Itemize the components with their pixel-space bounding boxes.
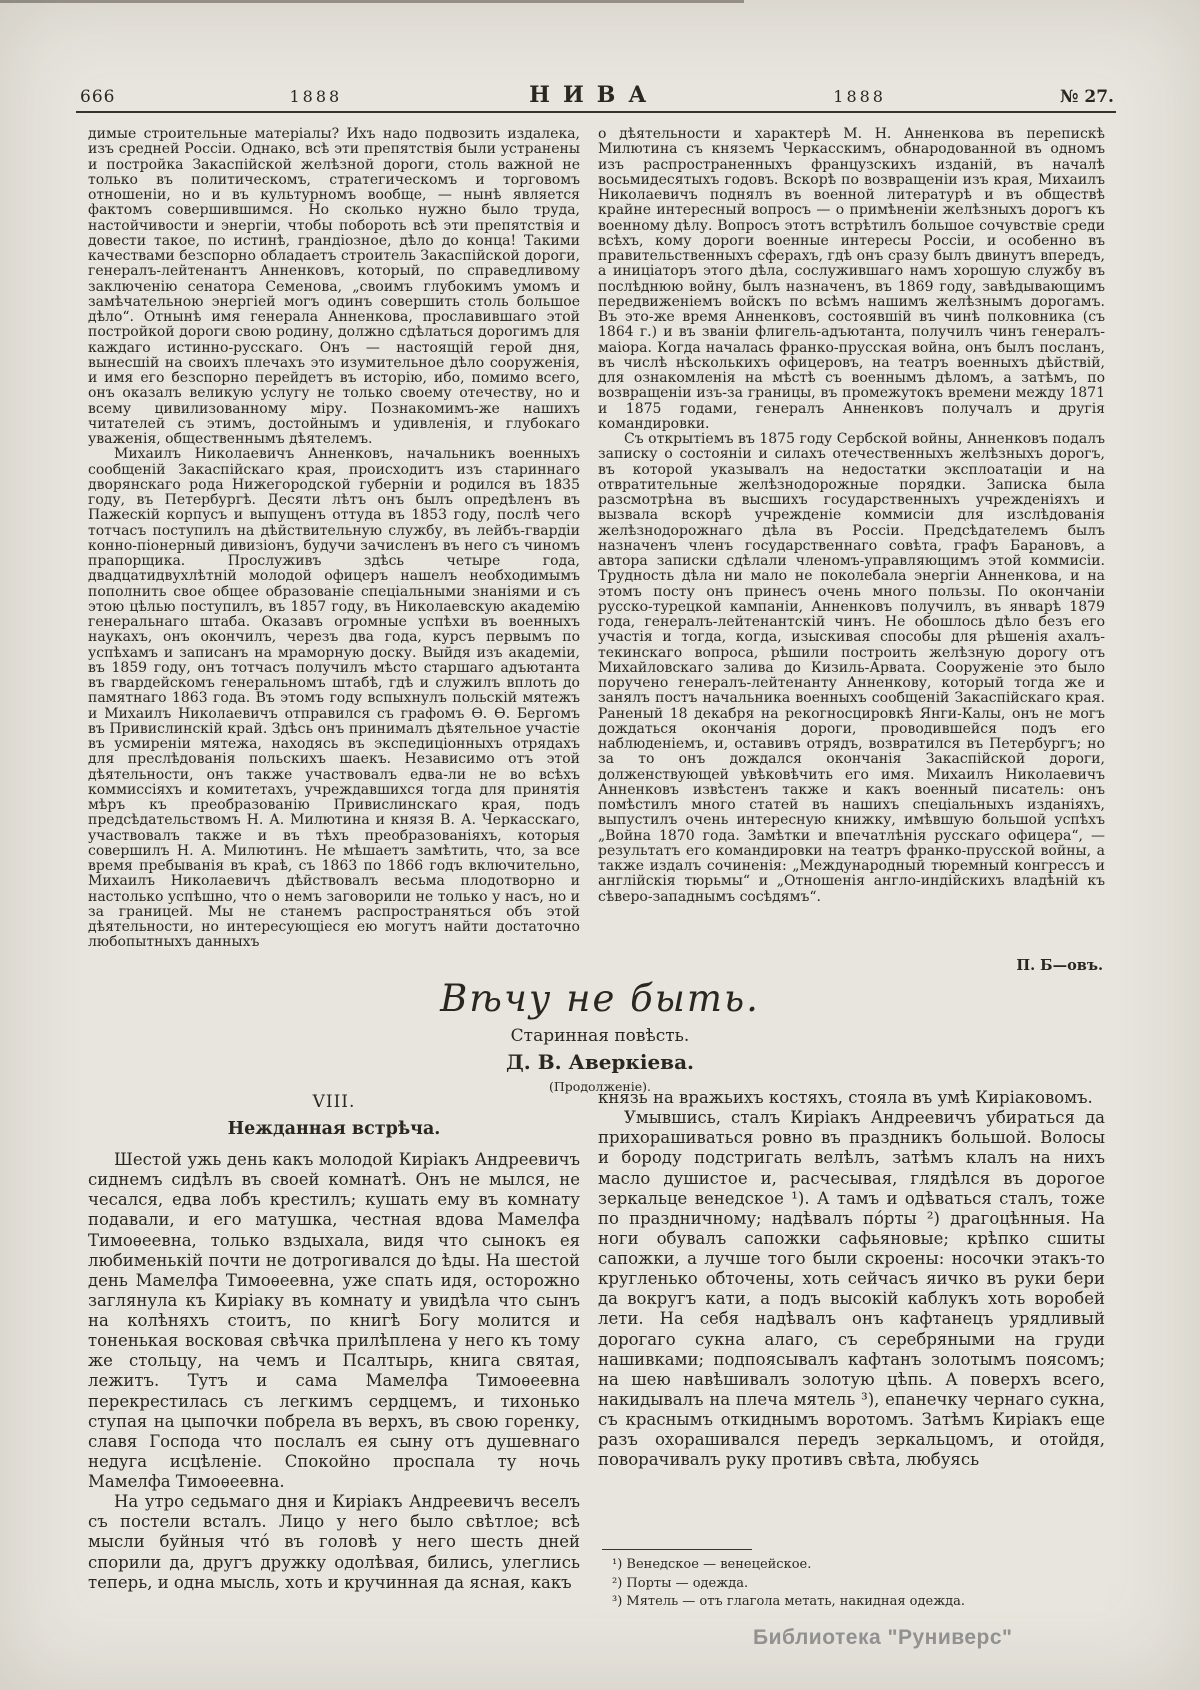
article-right-text bbox=[598, 127, 1105, 905]
story-right-text bbox=[598, 1088, 1105, 1470]
story-continuation-note: (Продолженіе). bbox=[549, 1079, 651, 1094]
story-paragraph: князь на вражьихъ костяхъ, стояла въ умѣ Киріаковомъ. bbox=[598, 1088, 1093, 1107]
article-paragraph: Михаилъ Николаевичъ Анненковъ, начальникъ военныхъ сообщеній Закаспійскаго края, происходитъ изъ стариннаго дворянскаго рода Нижегородской губерніи и родился въ 1835 году, въ Петербургѣ. Десяти лѣтъ онъ былъ опредѣленъ въ Пажескій корпусъ и выпущенъ оттуда въ 1853 году, послѣ чего тотчасъ поступилъ на дѣйствительную службу, въ лейбъ-гвардіи конно-піонерный дивизіонъ, будучи зачисленъ въ него съ чиномъ прапорщика. Прослуживъ здѣсь четыре года, двадцатидвухлѣтній молодой офицеръ нашелъ необходимымъ пополнить свое общее образованіе спеціальными знаніями и съ этою цѣлью поступилъ, въ 1857 году, въ Николаевскую академію генеральнаго штаба. Оказавъ огромные успѣхи въ военныхъ наукахъ, онъ окончилъ, черезъ два года, курсъ первымъ по успѣхамъ и записанъ на мраморную доску. Выйдя изъ академіи, въ 1859 году, онъ тотчасъ получилъ мѣсто старшаго адъютанта въ гвардейскомъ генеральномъ штабѣ, гдѣ и служилъ вплоть до памятнаго 1863 года. Въ этомъ году вспыхнулъ польскій мятежъ и Михаилъ Николаевичъ отправился съ графомъ Ѳ. Ѳ. Бергомъ въ Привислинскій край. Здѣсь онъ принималъ дѣятельное участіе въ усмиреніи мятежа, находясь въ экспедиціонныхъ отрядахъ для преслѣдованія польскихъ шаекъ. Независимо отъ этой дѣятельности, онъ также участвовалъ едва-ли не во всѣхъ коммиссіяхъ и комитетахъ, учреждавшихся тогда для принятія мѣръ къ преобразованію Привислинскаго края, подъ предсѣдательствомъ Н. А. Милютина и князя В. А. Черкасскаго, участвовалъ также и въ тѣхъ преобразованіяхъ, которыя совершилъ Н. А. Милютинъ. Не мѣшаетъ замѣтить, что, за все время пребыванія въ краѣ, съ 1863 по 1866 годъ включительно, Михаилъ Николаевичъ дѣйствовалъ весьма плодотворно и настолько успѣшно, что о немъ заговорили не только у насъ, но и за границей. Мы не станемъ распространяться объ этой дѣятельности, но интересующіеся ею могутъ найти достаточно любопытныхъ данныхъ bbox=[88, 446, 580, 951]
story-right-column bbox=[598, 1088, 1105, 1612]
library-watermark: Библиотека "Руниверс" bbox=[753, 1626, 1013, 1649]
page-header bbox=[80, 82, 1114, 108]
chapter-title: Нежданная встрѣча. bbox=[227, 1118, 441, 1139]
story-title: Вѣчу не быть. bbox=[440, 977, 760, 1020]
footnote-separator bbox=[602, 1549, 752, 1550]
article-paragraph: димые строительные матеріалы? Ихъ надо подвозить издалека, изъ средней Россіи. Однако, всѣ эти препятствія были устранены и постройка Закаспійской желѣзной дороги, столь важной не только въ политическомъ, стратегическомъ и торговомъ отношеніи, но и въ культурномъ вообще, — нынѣ является фактомъ совершившимся. Но сколько нужно было труда, настойчивости и энергіи, чтобы побороть всѣ эти препятствія и довести такое, по истинѣ, грандіозное, дѣло до конца! Такими качествами безспорно обладаетъ строитель Закаспійской дороги, генералъ-лейтенантъ Анненковъ, который, по справедливому заключенію сенатора Семенова, „своимъ глубокимъ умомъ и замѣчательною энергіей могъ одинъ совершить столь большое дѣло“. Отнынѣ имя генерала Анненкова, прославившаго этой постройкой дороги свою родину, должно сдѣлаться дорогимъ для каждаго истинно-русскаго. Онъ — настоящій герой дня, вынесшій на своихъ плечахъ это изумительное дѣло сооруженія, и имя его безспорно перейдетъ въ исторію, ибо, помимо всего, онъ оказалъ великую услугу не только своему отечеству, но и всему цивилизованному міру. Познакомимъ-же нашихъ читателей съ этимъ, достойнымъ и удивленія, и глубокаго уваженія, общественнымъ дѣятелемъ. bbox=[88, 127, 580, 447]
story-left-column bbox=[88, 1088, 580, 1612]
footnote-list bbox=[598, 1556, 1105, 1611]
footnote: ²) Порты — одежда. bbox=[612, 1575, 749, 1591]
article-paragraph: о дѣятельности и характерѣ М. Н. Анненкова въ перепискѣ Милютина съ княземъ Черкасскимъ, обнародованной въ одномъ изъ распространенныхъ французскихъ изданій, въ началѣ восьмидесятыхъ годовъ. Вскорѣ по возвращеніи изъ края, Михаилъ Николаевичъ поднялъ въ военной литературѣ и въ обществѣ крайне интересный вопросъ — о примѣненіи желѣзныхъ дорогъ къ военному дѣлу. Вопросъ этотъ встрѣтилъ большое сочувствіе среди всѣхъ, кому дороги военные интересы Россіи, и особенно въ правительственныхъ сферахъ, гдѣ онъ сразу былъ двинутъ впередъ, а иниціаторъ этого дѣла, сослужившаго намъ хорошую службу въ послѣднюю войну, былъ назначенъ, въ 1869 году, завѣдывающимъ передвиженіемъ войскъ по всѣмъ нашимъ желѣзнымъ дорогамъ. Въ это-же время Анненковъ, состоявшій въ чинѣ полковника (съ 1864 г.) и въ званіи флигель-адъютанта, получилъ чинъ генералъ-маіора. Когда началась франко-прусская война, онъ былъ посланъ, въ числѣ нѣсколькихъ офицеровъ, на театръ военныхъ дѣйствій, для ознакомленія на мѣстѣ съ военнымъ дѣломъ, а затѣмъ, по возвращеніи изъ-за границы, въ промежутокъ времени между 1871 и 1875 годами, генералъ Анненковъ получалъ и другія командировки. bbox=[598, 127, 1105, 432]
article-paragraph: Съ открытіемъ въ 1875 году Сербской войны, Анненковъ подалъ записку о состояніи и силахъ отечественныхъ желѣзныхъ дорогъ, въ которой указывалъ на недостатки эксплоатаціи и на отвратительные желѣзнодорожные порядки. Записка была разсмотрѣна въ высшихъ государственныхъ учрежденіяхъ и вызвала вскорѣ учрежденіе коммисіи для изслѣдованія желѣзнодорожнаго дѣла въ Россіи. Предсѣдателемъ былъ назначенъ членъ государственнаго совѣта, графъ Барановъ, а автора записки сдѣлали членомъ-управляющимъ этой коммисіи. Трудность дѣла ни мало не поколебала энергіи Анненкова, и на этомъ посту онъ принесъ очень много пользы. По окончаніи русско-турецкой кампаніи, Анненковъ получилъ, въ январѣ 1879 года, генералъ-лейтенантскій чинъ. Не обошлось дѣло безъ его участія и тогда, когда, изыскивая способы для рѣшенія ахалъ-текинскаго вопроса, рѣшили построить желѣзную дорогу отъ Михайловскаго залива до Кизиль-Арвата. Сооруженіе это было поручено генералъ-лейтенанту Анненкову, который тогда же и занялъ постъ начальника военныхъ сообщеній Закаспійскаго края. Раненый 18 декабря на рекогносцировкѣ Янги-Калы, онъ не могъ дождаться окончанія дороги, проводившейся подъ его наблюденіемъ, и, оставивъ отрядъ, возвратился въ Петербургъ; но за то онъ дождался окончанія Закаспійской дороги, долженствующей увѣковѣчить его имя. Михаилъ Николаевичъ Анненковъ извѣстенъ также и какъ военный писатель: онъ помѣстилъ много статей въ нашихъ спеціальныхъ изданіяхъ, выпустилъ очень интересную книжку, имѣвшую большой успѣхъ „Война 1870 года. Замѣтки и впечатлѣнія русскаго офицера“, — результатъ его командировки на театръ франко-прусской войны, а также издалъ сочиненія: „Международный тюремный конгрессъ и англійскія тюрьмы“ и „Отношенія англо-индійскихъ владѣній къ сѣверо-западнымъ сосѣдямъ“. bbox=[598, 431, 1105, 905]
footnote: ¹) Венедское — венецейское. bbox=[612, 1557, 812, 1573]
story-paragraph: Шестой ужь день какъ молодой Киріакъ Андреевичъ сиднемъ сидѣлъ въ своей комнатѣ. Онъ не мылся, не чесался, едва лобъ крестилъ; кушать ему въ комнату подавали, и его матушка, честная вдова Мамелфа Тимоѳеевна, только вздыхала, видя что сынокъ ея любименькій почти не дотрогивался до ѣды. На шестой день Мамелфа Тимоѳеевна, уже спать идя, осторожно заглянула къ Киріаку въ комнату и увидѣла что сынъ на колѣняхъ стоитъ, по книгѣ Богу молится и тоненькая восковая свѣчка прилѣплена у него къ тому же стольцу, на чемъ и Псалтырь, книга святая, лежитъ. Тутъ и сама Мамелфа Тимоѳеевна перекрестилась съ легкимъ сердцемъ, и тихонько ступая на цыпочки побрела въ верхъ, въ свою горенку, славя Господа что послалъ ея сыну отъ душевнаго недуга исцѣленіе. Спокойно проспала ту ночь Мамелфа Тимоѳеевна. bbox=[88, 1150, 580, 1492]
story-paragraph: На утро седьмаго дня и Киріакъ Андреевичъ веселъ съ постели всталъ. Лицо у него было свѣтлое; всѣ мысли буйныя чтó въ головѣ у него шесть дней спорили да, другъ дружку одолѣвая, бились, улеглись теперь, и одна мысль, хоть и кручинная да ясная, какъ bbox=[88, 1492, 580, 1592]
article-left-column bbox=[88, 127, 580, 975]
header-rule bbox=[76, 111, 1116, 113]
story-heading-block bbox=[0, 977, 1200, 1094]
chapter-number: VIII. bbox=[312, 1092, 356, 1112]
article-signature: П. Б—овъ. bbox=[1000, 956, 1103, 975]
article-annenkov bbox=[88, 127, 1105, 975]
story-left-text bbox=[88, 1150, 580, 1593]
footnote: ³) Мятель — отъ глагола метать, накидная одежда. bbox=[612, 1594, 966, 1610]
year-right: 1888 bbox=[833, 87, 886, 106]
issue-number: № 27. bbox=[1059, 87, 1114, 107]
year-left: 1888 bbox=[289, 87, 343, 106]
story-section bbox=[88, 1088, 1105, 1612]
story-subtitle: Старинная повѣсть. bbox=[510, 1026, 690, 1046]
page-number: 666 bbox=[80, 87, 116, 107]
footnotes-block bbox=[598, 1544, 1105, 1612]
article-right-column bbox=[598, 127, 1105, 975]
story-author: Д. В. Аверкіева. bbox=[505, 1050, 695, 1074]
masthead-title: НИВА bbox=[529, 82, 660, 108]
story-paragraph: Умывшись, сталъ Киріакъ Андреевичъ убираться да прихорашиваться ровно въ праздникъ большой. Волосы и бороду подстригать велѣлъ, затѣмъ клалъ на нихъ масло душистое и, расчесывая, глядѣлся въ дорогое зеркальце венедское ¹). А тамъ и одѣваться сталъ, тоже по праздничному; надѣвалъ пóрты ²) драгоцѣнныя. На ноги обувалъ сапожки сафьяновые; крѣпко сшиты сапожки, а лучше того были скроены: носочки этакъ-то кругленько обточены, хоть сейчасъ яичко въ руки бери да вокругъ кати, а подъ высокій каблукъ хоть воробей лети. На себя надѣвалъ онъ кафтанецъ урядливый дорогаго сукна алаго, съ серебряными на груди нашивками; подпоясывалъ кафтанъ золотымъ поясомъ; на шею навѣшивалъ золотую цѣпь. А поверхъ всего, накидывалъ на плеча мятель ³), епанечку чернаго сукна, съ краснымъ откиднымъ воротомъ. Затѣмъ Киріакъ еще разъ охорашивался передъ зеркальцомъ, и отойдя, поворачивалъ руку противъ свѣта, любуясь bbox=[598, 1108, 1105, 1470]
